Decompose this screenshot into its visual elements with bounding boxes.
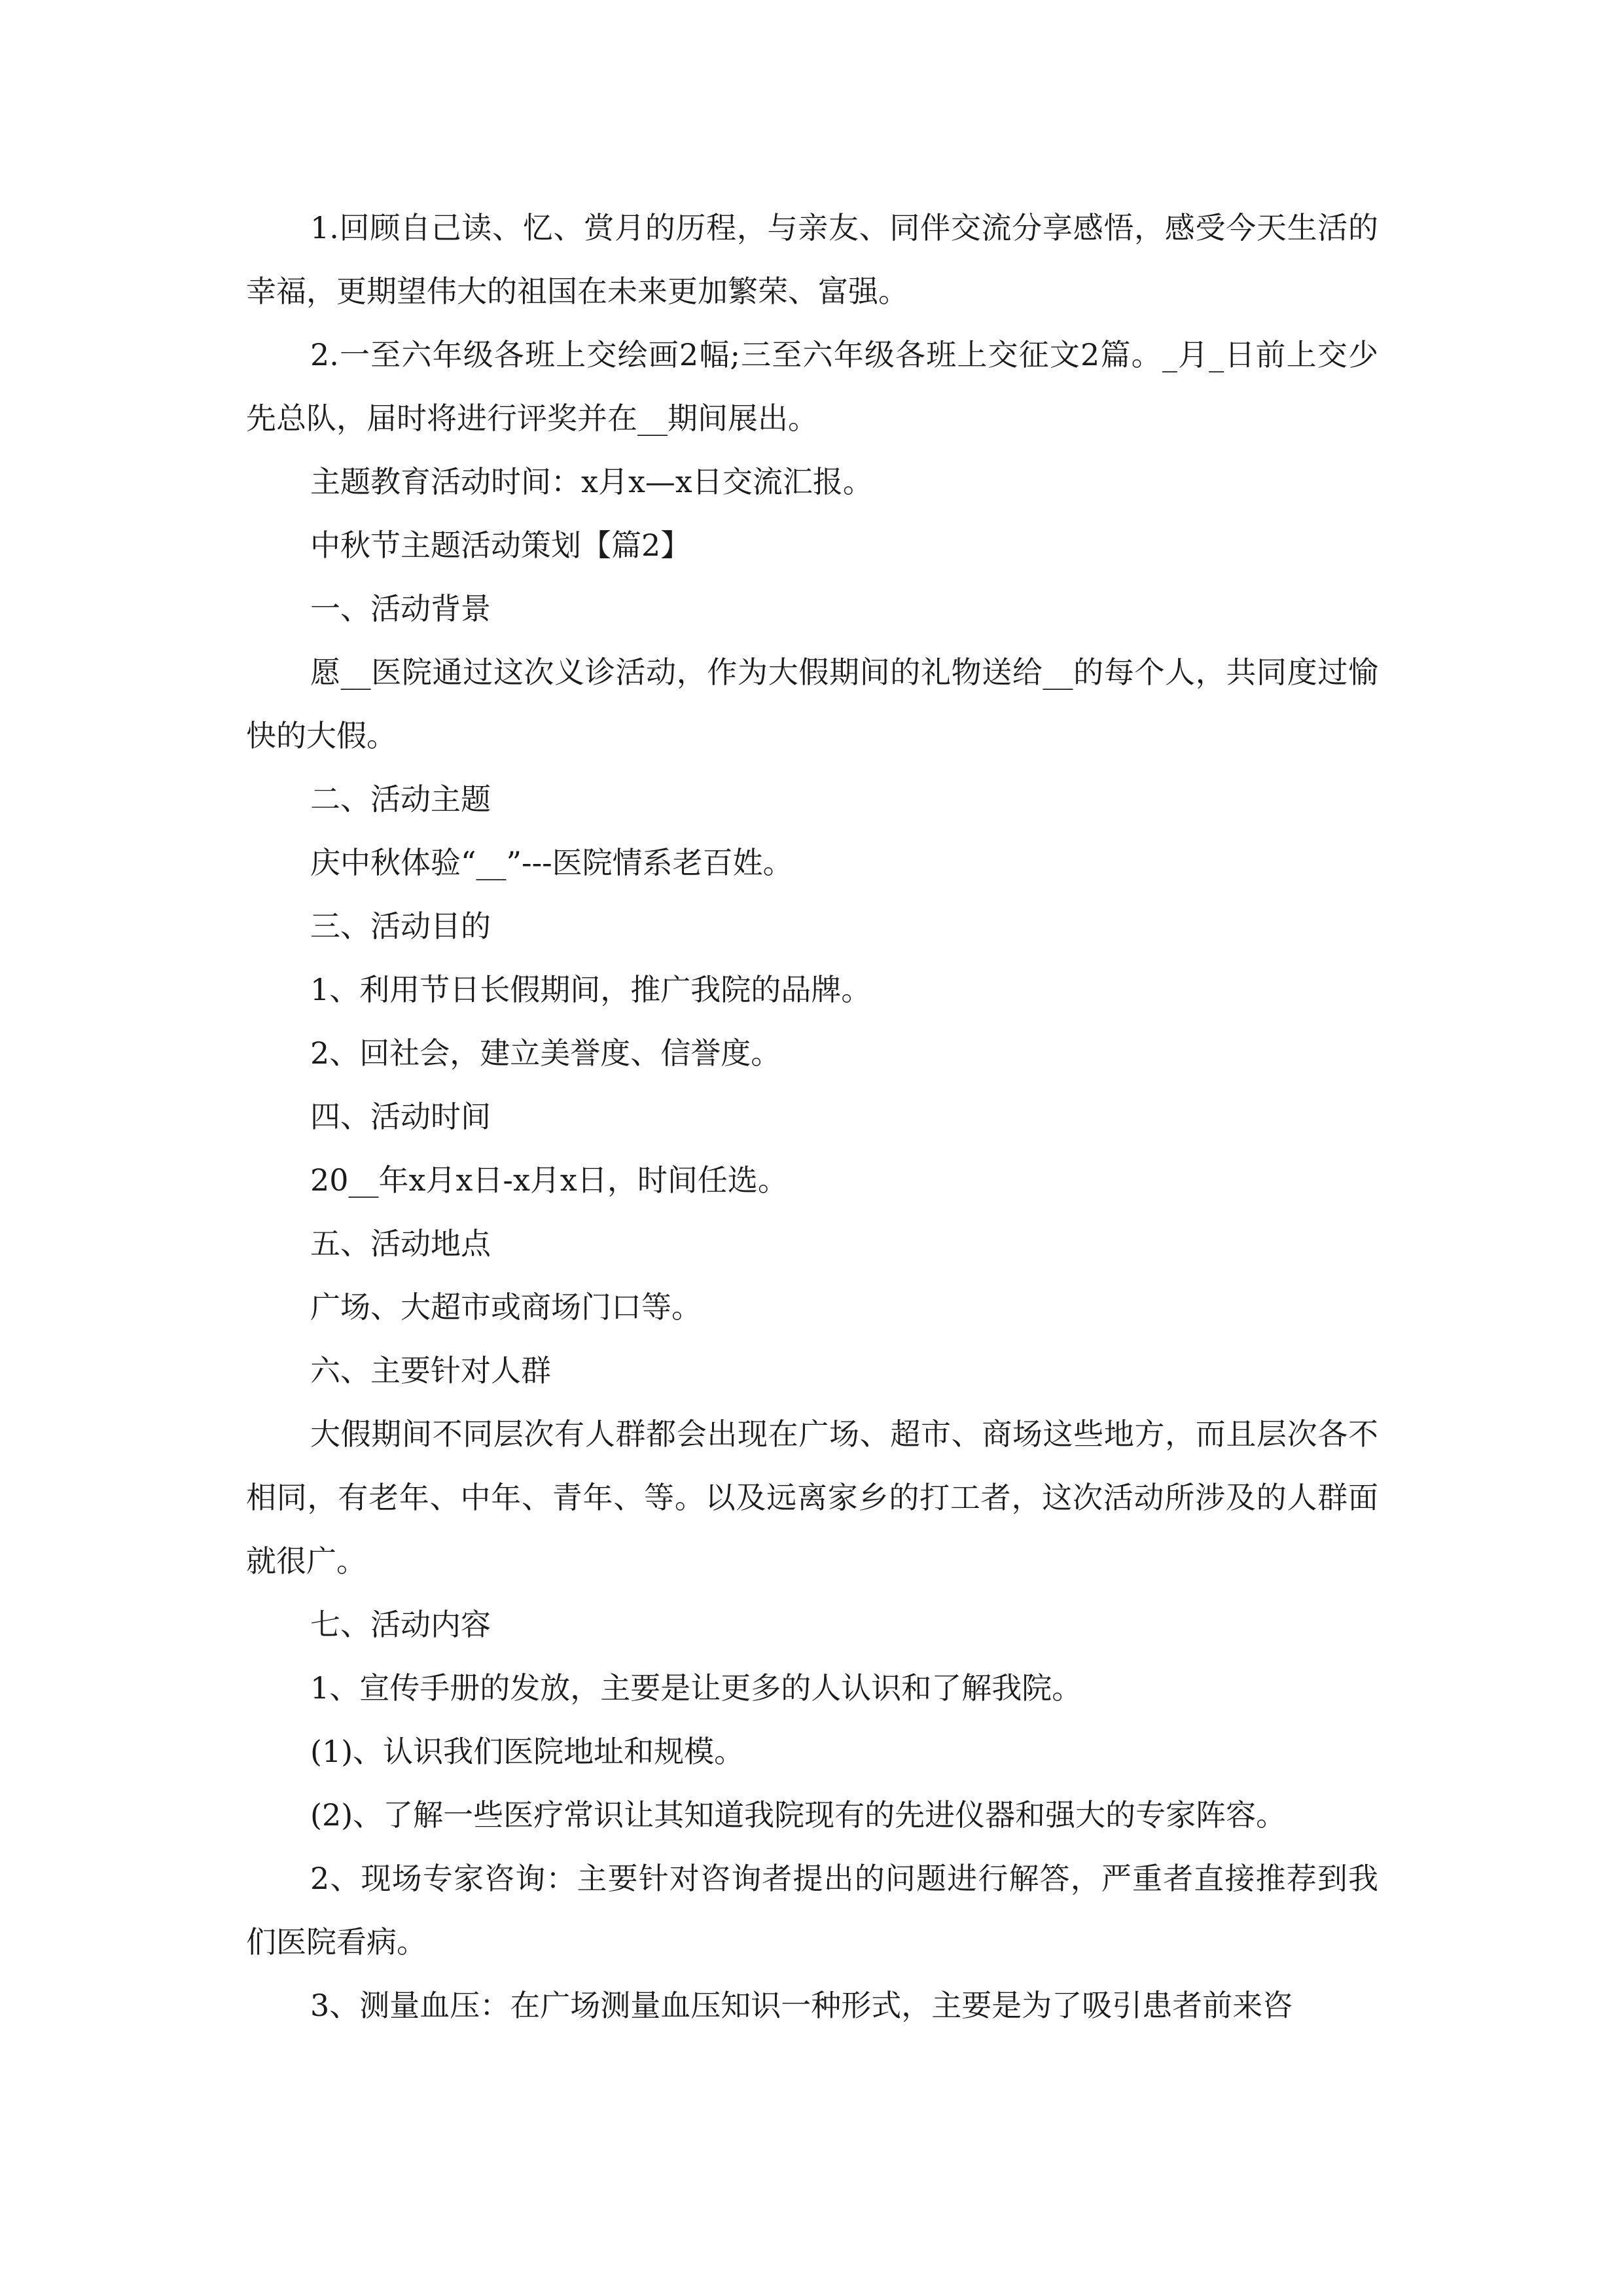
paragraph: 庆中秋体验“__”---医院情系老百姓。: [310, 845, 793, 880]
section-heading: 一、活动背景: [310, 591, 491, 626]
paragraph: 2、回社会，建立美誉度、信誉度。: [310, 1035, 781, 1071]
paragraph: 2.一至六年级各班上交绘画2幅;三至六年级各班上交征文2篇。_月_日前上交少先总队，届时将进行评奖并在__期间展出。: [246, 337, 1378, 436]
section-heading: 五、活动地点: [310, 1226, 491, 1261]
section-heading: 二、活动主题: [310, 781, 491, 817]
paragraph: 1、宣传手册的发放，主要是让更多的人认识和了解我院。: [310, 1670, 1082, 1706]
document-body: [246, 196, 1378, 2037]
paragraph: 大假期间不同层次有人群都会出现在广场、超市、商场这些地方，而且层次各不相同，有老年、中年、青年、等。以及远离家乡的打工者，这次活动所涉及的人群面就很广。: [246, 1416, 1378, 1579]
paragraph: (1)、认识我们医院地址和规模。: [310, 1734, 745, 1769]
section-heading: 四、活动时间: [310, 1099, 491, 1134]
section-heading: 三、活动目的: [310, 908, 491, 944]
paragraph: 20__年x月x日-x月x日，时间任选。: [310, 1162, 788, 1198]
section-title: 中秋节主题活动策划【篇2】: [310, 528, 691, 563]
paragraph: (2)、了解一些医疗常识让其知道我院现有的先进仪器和强大的专家阵容。: [310, 1797, 1287, 1833]
section-heading: 七、活动内容: [310, 1607, 491, 1642]
paragraph: 主题教育活动时间：x月x—x日交流汇报。: [310, 464, 873, 499]
paragraph: 1.回顾自己读、忆、赏月的历程，与亲友、同伴交流分享感悟，感受今天生活的幸福，更期望伟大的祖国在未来更加繁荣、富强。: [246, 210, 1378, 309]
paragraph: 3、测量血压：在广场测量血压知识一种形式，主要是为了吸引患者前来咨: [310, 1988, 1293, 2023]
paragraph: 1、利用节日长假期间，推广我院的品牌。: [310, 972, 872, 1007]
paragraph: 广场、大超市或商场门口等。: [310, 1289, 702, 1325]
paragraph: 愿__医院通过这次义诊活动，作为大假期间的礼物送给__的每个人，共同度过愉快的大假。: [246, 655, 1378, 753]
section-heading: 六、主要针对人群: [310, 1353, 551, 1388]
paragraph: 2、现场专家咨询：主要针对咨询者提出的问题进行解答，严重者直接推荐到我们医院看病。: [246, 1861, 1378, 1960]
